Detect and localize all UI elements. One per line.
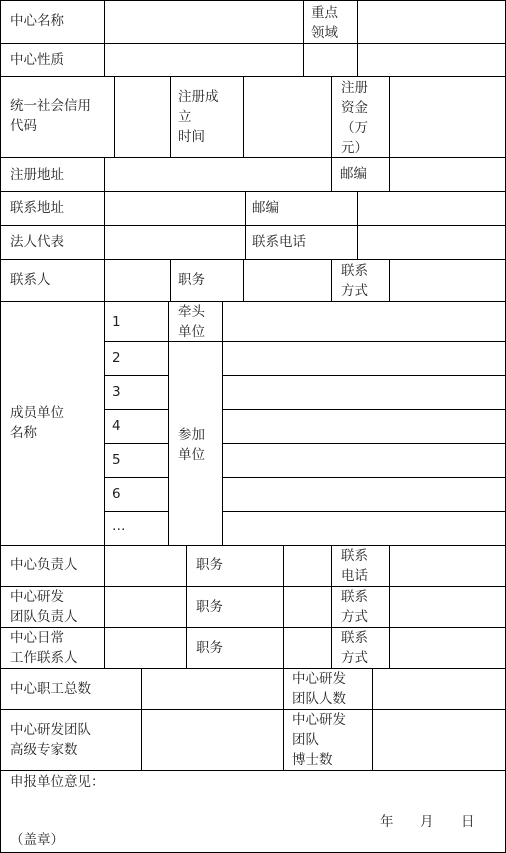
label-postcode: 邮编 [340, 166, 367, 182]
rule [357, 43, 358, 76]
rule [389, 545, 390, 668]
label-rd-team-count: 中心研发 团队人数 [292, 671, 346, 707]
rule [222, 409, 506, 410]
rule [104, 409, 168, 410]
rule [104, 157, 105, 191]
label-member-units: 成员单位 名称 [10, 405, 64, 441]
date-day-label: 日 [461, 814, 475, 830]
label-position-2: 职务 [196, 557, 223, 573]
rule [0, 301, 506, 302]
label-position: 职务 [178, 272, 205, 288]
rule [357, 225, 358, 259]
label-center-head: 中心负责人 [10, 557, 78, 573]
member-number: 4 [112, 418, 121, 434]
rule [0, 545, 506, 546]
label-contact-phone: 联系电话 [252, 234, 306, 250]
rule [141, 668, 142, 770]
rule [222, 341, 506, 342]
rule [303, 0, 304, 43]
rule [283, 545, 284, 668]
rule [114, 76, 115, 157]
label-lead-unit: 牵头 单位 [178, 304, 205, 340]
rule [104, 477, 168, 478]
rule [245, 225, 246, 259]
member-number: 1 [112, 314, 121, 330]
rule [389, 157, 390, 191]
date-month-label: 月 [420, 814, 434, 830]
date-year-label: 年 [380, 814, 394, 830]
rule [104, 301, 105, 545]
rule [283, 668, 284, 770]
label-applicant-opinion: 申报单位意见： [10, 774, 105, 790]
rule [104, 225, 105, 259]
member-number: 5 [112, 452, 121, 468]
rule [0, 157, 506, 158]
label-key-field: 重点 领域 [311, 5, 338, 41]
label-postcode-2: 邮编 [252, 200, 279, 216]
rule [104, 259, 105, 301]
label-position-3: 职务 [196, 599, 223, 615]
label-credit-code: 统一社会信用 代码 [10, 98, 91, 134]
rule [245, 191, 246, 225]
label-contact-method-2: 联系 方式 [341, 589, 368, 625]
rule [170, 259, 171, 301]
label-rd-team-head: 中心研发 团队负责人 [10, 589, 78, 625]
rule [303, 43, 304, 76]
label-registered-address: 注册地址 [10, 167, 64, 183]
rule [222, 511, 506, 512]
label-participant-units: 参加 单位 [178, 427, 205, 463]
label-contact-method-3: 联系 方式 [341, 630, 368, 666]
member-number: 3 [112, 384, 121, 400]
rule [243, 259, 244, 301]
label-phd-count: 中心研发 团队 博士数 [292, 712, 346, 768]
rule [222, 301, 223, 545]
rule [170, 76, 171, 157]
label-contact-address: 联系地址 [10, 200, 64, 216]
rule [0, 76, 506, 77]
rule [0, 259, 506, 260]
label-registration-time: 注册成 立 时间 [178, 89, 219, 145]
label-senior-experts: 中心研发团队 高级专家数 [10, 722, 91, 758]
rule [357, 0, 358, 43]
rule [0, 668, 506, 669]
label-center-nature: 中心性质 [10, 52, 64, 68]
rule [331, 259, 332, 301]
rule [104, 443, 168, 444]
rule [104, 43, 105, 76]
label-legal-representative: 法人代表 [10, 234, 64, 250]
rule [0, 191, 506, 192]
rule [168, 301, 169, 545]
rule [372, 668, 373, 770]
label-contact-person: 联系人 [10, 272, 51, 288]
rule [104, 191, 105, 225]
rule [331, 545, 332, 668]
label-contact-method: 联系 方式 [341, 263, 368, 299]
rule [104, 341, 168, 342]
rule [0, 770, 506, 771]
label-registered-capital: 注册 资金 （万 元） [341, 80, 368, 156]
rule [104, 375, 168, 376]
rule [222, 477, 506, 478]
rule [222, 375, 506, 376]
rule [389, 259, 390, 301]
rule [222, 443, 506, 444]
label-total-staff: 中心职工总数 [10, 681, 91, 697]
label-seal: （盖章） [10, 832, 64, 848]
label-contact-phone-2: 联系 电话 [341, 548, 368, 584]
rule [104, 545, 105, 668]
rule-top [0, 0, 506, 1]
label-center-name: 中心名称 [10, 13, 64, 29]
rule [389, 76, 390, 157]
rule [104, 0, 105, 43]
rule [357, 191, 358, 225]
rule [0, 43, 506, 44]
label-daily-contact: 中心日常 工作联系人 [10, 630, 78, 666]
member-number: 2 [112, 350, 121, 366]
rule [243, 76, 244, 157]
rule [331, 157, 332, 191]
rule [104, 511, 168, 512]
rule [0, 709, 506, 710]
member-number: … [112, 518, 126, 534]
rule [186, 545, 187, 668]
rule-left [0, 0, 1, 853]
rule [331, 76, 332, 157]
label-position-4: 职务 [196, 640, 223, 656]
rule [0, 225, 506, 226]
member-number: 6 [112, 486, 121, 502]
